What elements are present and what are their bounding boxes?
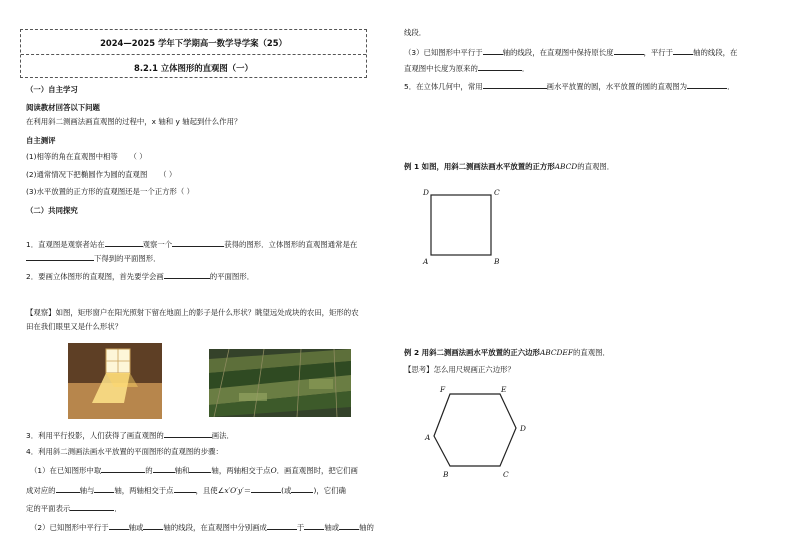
header-box	[20, 29, 367, 78]
page-subtitle: 8.2.1 立体图形的直观图（一）	[134, 63, 253, 73]
step-1-line-b: 成对应的 轴与 轴，两轴相交于点 ，且使∠x′O′y′＝ (或 )，它们确	[26, 486, 346, 495]
hexagon-label-d: D	[520, 424, 526, 433]
example-1: 例 1 如图，用斜二测画法画水平放置的正方形ABCD的直观图．	[404, 162, 615, 171]
think-prompt: 【思考】怎么用尺规画正六边形？	[404, 365, 515, 374]
page-title: 2024—2025 学年下学期高一数学导学案（25）	[100, 38, 287, 48]
square-label-b: B	[494, 257, 500, 266]
step-1-line-c: 定的平面表示 ．	[26, 504, 122, 513]
point-5: 5．在立体几何中，常用 画水平放置的圆，水平放置的圆的直观图为 ．	[404, 82, 735, 91]
section-co-explore: （二）共同探究	[26, 206, 78, 215]
header-divider	[21, 54, 366, 55]
hexagon-label-a: A	[425, 433, 431, 442]
point-2: 2．要画立体图形的直观图，首先要学会画 的平面图形．	[26, 272, 255, 281]
self-test-title: 自主测评	[26, 136, 56, 145]
step-3-line-a: （3）已知图形中平行于 轴的线段，在直观图中保持原长度 ，平行于 轴的线段，在	[404, 48, 738, 57]
hexagon-label-e: E	[501, 385, 507, 394]
hexagon-label-c: C	[503, 470, 509, 479]
square-shape	[431, 195, 491, 255]
self-test-2: (2)通常情况下把椭圆作为圆的直观图 （ ）	[26, 170, 177, 179]
square-label-a: A	[423, 257, 429, 266]
step-1-line-a: （1）在已知图形中取 的 轴和 轴，两轴相交于点O．画直观图时，把它们画	[30, 466, 358, 475]
hexagon-shape	[434, 394, 516, 466]
point-4: 4．利用斜二测画法画水平放置的平面图形的直观图的步骤：	[26, 447, 223, 456]
window-shadow-photo	[68, 343, 162, 419]
axis-question: 在利用斜二测画法画直观图的过程中，x 轴和 y 轴起到什么作用？	[26, 117, 242, 126]
square-label-c: C	[494, 188, 500, 197]
point-3: 3．利用平行投影，人们获得了画直观图的 画法．	[26, 431, 234, 440]
self-test-3: (3)水平放置的正方形的直观图还是一个正方形（ ）	[26, 187, 195, 196]
step-2-continued: 线段．	[404, 28, 427, 37]
farmland-illustration	[209, 349, 351, 417]
square-label-d: D	[423, 188, 429, 197]
reading-title: 阅读教材回答以下问题	[26, 103, 100, 112]
self-test-1: (1)相等的角在直观图中相等 （ ）	[26, 152, 147, 161]
observe-line-a: 【观察】如图，矩形窗户在阳光照射下留在地面上的影子是什么形状？眺望远处成块的农田，矩形的农	[26, 308, 359, 317]
step-3-line-b: 直观图中长度为原来的 ．	[404, 64, 530, 73]
point-1-line-b: 下得到的平面图形．	[26, 254, 161, 262]
hexagon-abcdef-figure	[420, 382, 530, 482]
observe-line-b: 田在我们眼里又是什么形状？	[26, 322, 123, 331]
hexagon-label-b: B	[443, 470, 449, 479]
example-2: 例 2 用斜二测画法画水平放置的正六边形ABCDEF的直观图．	[404, 348, 610, 357]
hexagon-label-f: F	[440, 385, 446, 394]
point-1-line-a: 1．直观图是观察者站在 观察一个 获得的图形．立体图形的直观图通常是在	[26, 240, 358, 249]
step-2-line: （2）已知图形中平行于 轴或 轴的线段，在直观图中分别画成 于 轴或 轴的	[30, 523, 374, 532]
section-self-study: （一）自主学习	[26, 85, 78, 94]
farmland-photo	[209, 349, 351, 417]
window-shadow-illustration	[68, 343, 162, 419]
